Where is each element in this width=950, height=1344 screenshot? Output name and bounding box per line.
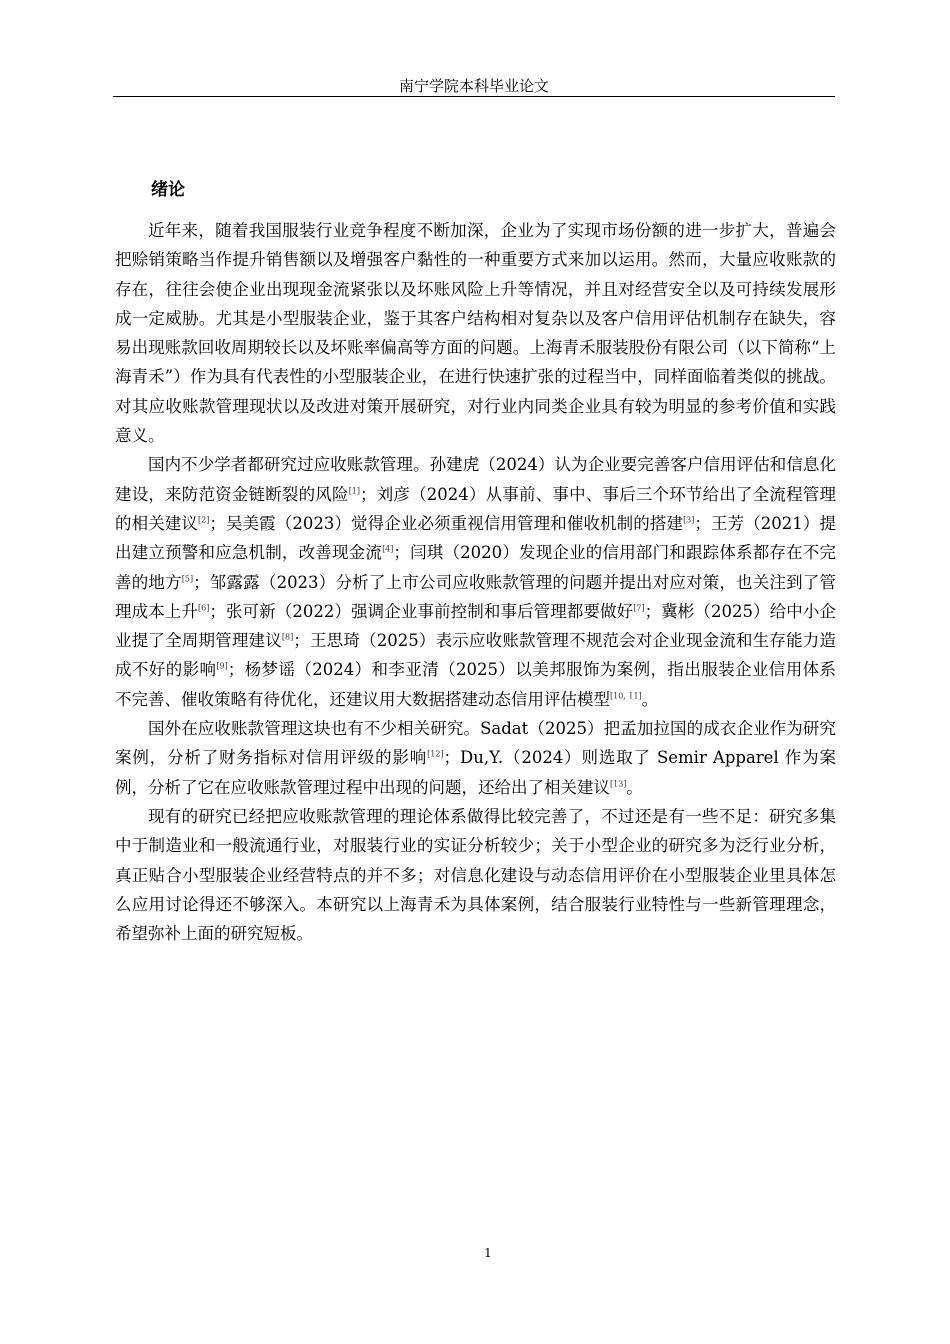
- paragraph-text: ；杨梦谣（2024）和李亚清（2025）以美邦服饰为案例，指出服装企业信用体系不完善、催收策略有待优化，还建议用大数据搭建动态信用评估模型: [115, 660, 837, 709]
- page-number: 1: [484, 1246, 492, 1260]
- paragraph-text: 国外在应收账款管理这块也有不少相关研究。Sadat（2025）把孟加拉国的成衣企业作为研究案例，分析了财务指标对信用评级的影响: [115, 719, 836, 768]
- paragraph-text: 现有的研究已经把应收账款管理的理论体系做得比较完善了，不过还是有一些不足：研究多集中于制造业和一般流通行业，对服装行业的实证分析较少；关于小型企业的研究多为泛行业分析，真正贴合小型服装企业经营特点的并不多；对信息化建设与动态信用评价在小型服装企业里具体怎么应用讨论得还不够深入。本研究以上海青禾为具体案例，结合服装行业特性与一些新管理理念，希望弥补上面的研究短板。: [115, 806, 836, 944]
- citation-ref: [6]: [198, 603, 210, 613]
- paragraph-text: 。: [641, 689, 659, 709]
- citation-ref: [10, 11]: [610, 691, 642, 701]
- citation-ref: [7]: [633, 603, 645, 613]
- citation-ref: [2]: [198, 515, 210, 525]
- paragraph-text: 近年来，随着我国服装行业竞争程度不断加深，企业为了实现市场份额的进一步扩大，普遍会把赊销策略当作提升销售额以及增强客户黏性的一种重要方式来加以运用。然而，大量应收账款的存在，往往会使企业出现现金流紧张以及坏账风险上升等情况，并且对经营安全以及可持续发展形成一定威胁。尤其是小型服装企业，鉴于其客户结构相对复杂以及客户信用评估机制存在缺失，容易出现账款回收周期较长以及坏账率偏高等方面的问题。上海青禾服装股份有限公司（以下简称“上海青禾”）作为具有代表性的小型服装企业，在进行快速扩张的过程当中，同样面临着类似的挑战。对其应收账款管理现状以及改进对策开展研究，对行业内同类企业具有较为明显的参考价值和实践意义。: [115, 221, 836, 446]
- citation-ref: [8]: [281, 632, 294, 642]
- paragraph-introduction: [115, 216, 836, 450]
- paragraph-text: ；Du,Y.（2024）则选取了 Semir Apparel 作为案例，分析了它在应收账款管理过程中出现的问题，还给出了相关建议: [115, 748, 836, 797]
- body-text: [115, 216, 836, 948]
- page-header: [113, 64, 835, 97]
- header-title: 南宁学院本科毕业论文: [398, 77, 549, 95]
- paragraph-text: ；冀彬（2025）给中小企业提了全周期管理建议: [115, 601, 837, 651]
- citation-ref: [1]: [348, 486, 361, 496]
- section-heading: 绪论: [151, 180, 185, 200]
- citation-ref: [3]: [683, 515, 695, 525]
- paragraph-research-gap: [115, 802, 836, 948]
- paragraph-text: ；闫琪（2020）发现企业的信用部门和跟踪体系都存在不完善的地方: [115, 543, 836, 592]
- paragraph-domestic-research: [115, 450, 836, 714]
- paragraph-text: ；王思琦（2025）表示应收账款管理不规范会对企业现金流和生存能力造成不好的影响: [115, 631, 836, 680]
- paragraph-text: 。: [626, 777, 643, 797]
- paragraph-text: ；邹露露（2023）分析了上市公司应收账款管理的问题并提出对应对策，也关注到了管理成本上升: [115, 572, 836, 621]
- citation-ref: [13]: [610, 779, 627, 789]
- citation-ref: [12]: [427, 749, 444, 759]
- citation-ref: [9]: [216, 661, 228, 671]
- paragraph-text: ；刘彦（2024）从事前、事中、事后三个环节给出了全流程管理的相关建议: [115, 484, 836, 533]
- paragraph-text: ；张可新（2022）强调企业事前控制和事后管理都要做好: [209, 601, 634, 621]
- paragraph-text: 国内不少学者都研究过应收账款管理。孙建虎（2024）认为企业要完善客户信用评估和信息化建设，来防范资金链断裂的风险: [115, 455, 836, 504]
- paragraph-text: ；王芳（2021）提出建立预警和应急机制，改善现金流: [115, 513, 836, 563]
- paragraph-text: ；吴美霞（2023）觉得企业必须重视信用管理和催收机制的搭建: [209, 513, 684, 533]
- citation-ref: [4]: [382, 544, 394, 554]
- citation-ref: [5]: [181, 574, 194, 584]
- paragraph-foreign-research: [115, 714, 836, 802]
